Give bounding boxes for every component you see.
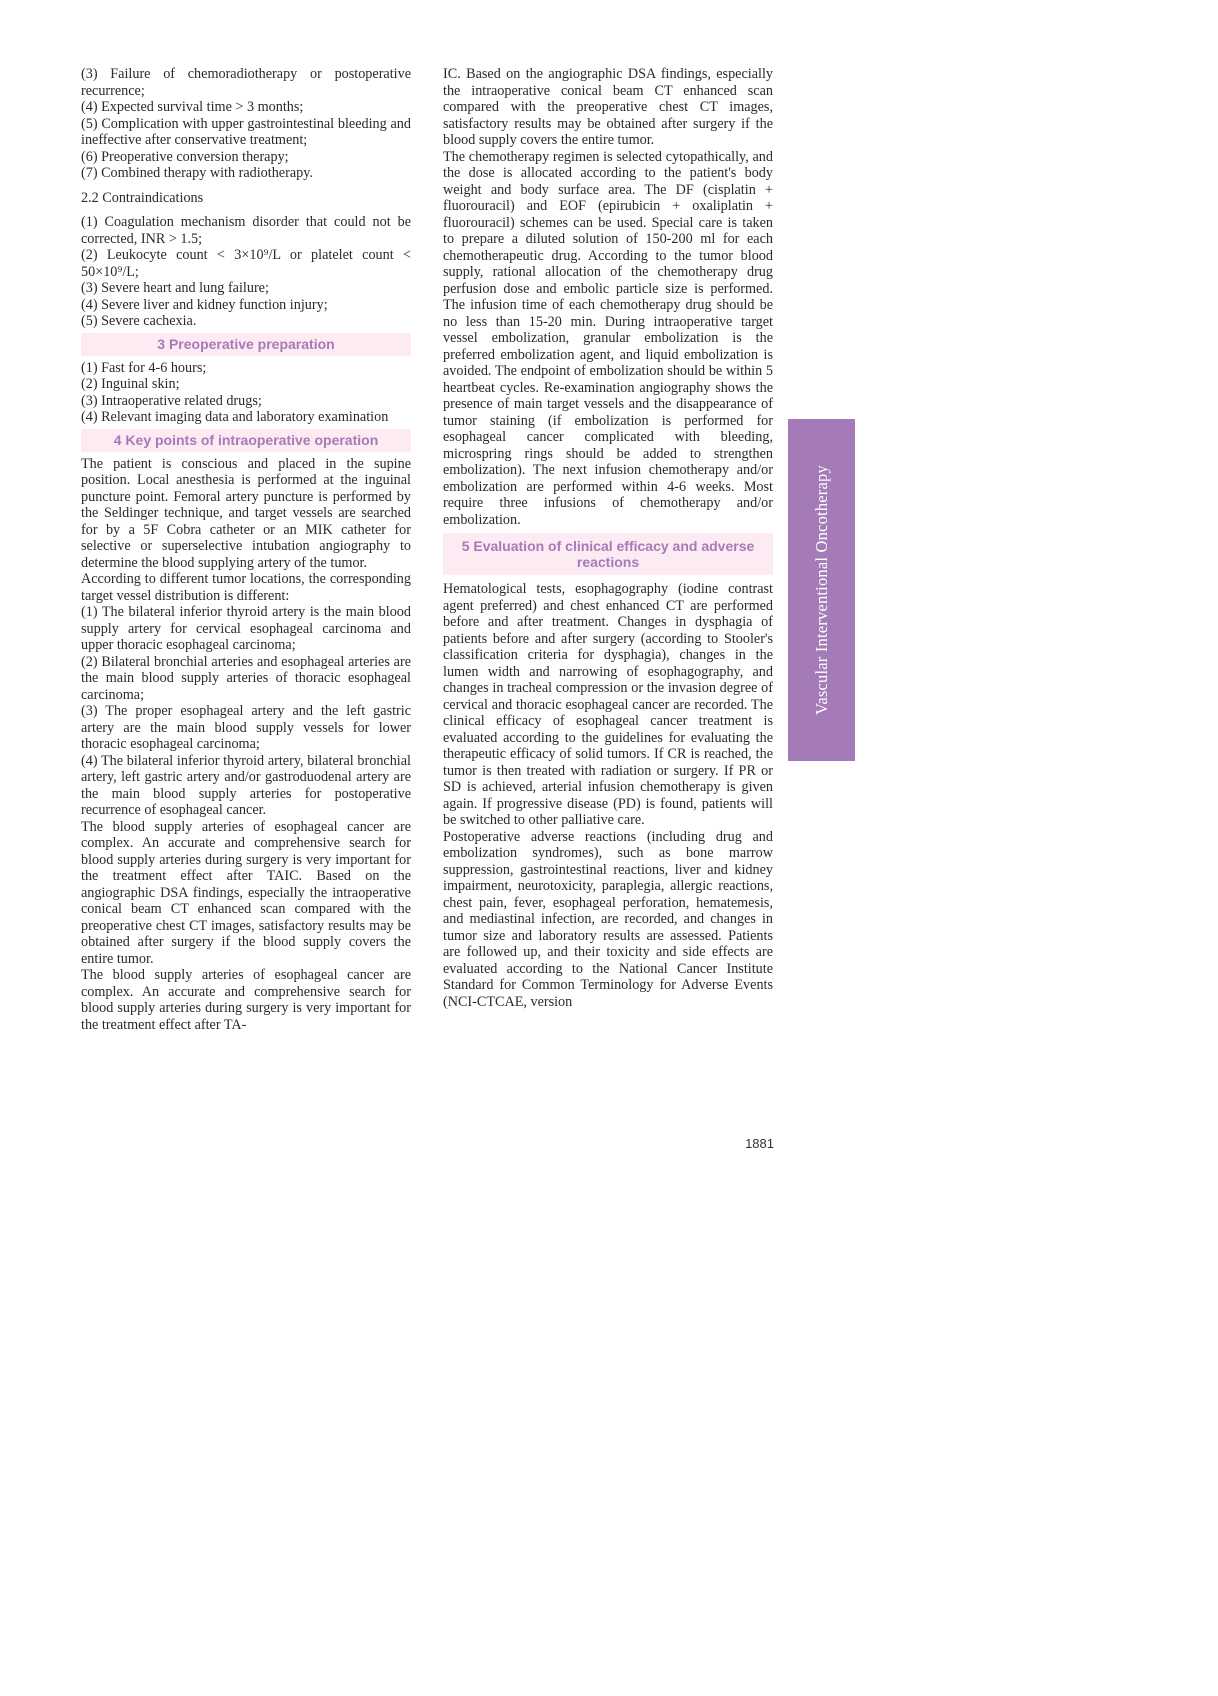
contraindications-title: 2.2 Contraindications	[81, 189, 204, 206]
section-heading-intraoperative: 4 Key points of intraoperative operation	[81, 429, 411, 452]
continued-paragraph: IC. Based on the angiographic DSA findings, especially the intraoperative conical beam CT enhanced scan compared with the preoperative chest CT images, satisfactory results may be obtained after surgery if the blood supply covers the entire tumor.	[443, 66, 773, 148]
operation-paragraph: The patient is conscious and placed in the supine position. Local anesthesia is performed at the inguinal puncture point. Femoral artery puncture is performed by the Seldinger technique, and target vessels are searched for by a 5F Cobra catheter or an MIK catheter for selective or superselective intubation angiography to determine the blood supplying artery of the tumor.	[81, 455, 411, 571]
right-column	[443, 66, 773, 1010]
indication-item: (5) Complication with upper gastrointestinal bleeding and ineffective after conservative treatment;	[81, 115, 411, 148]
indication-item: (3) Failure of chemoradiotherapy or postoperative recurrence;	[81, 66, 411, 99]
contraindication-item: (5) Severe cachexia.	[81, 313, 197, 329]
section-heading-evaluation: 5 Evaluation of clinical efficacy and adverse reactions	[443, 533, 773, 575]
operation-paragraph: The blood supply arteries of esophageal cancer are complex. An accurate and comprehensive search for blood supply arteries during surgery is very important for the treatment effect after TA-	[81, 967, 411, 1033]
left-column	[81, 66, 411, 1033]
section-heading-preoperative: 3 Preoperative preparation	[81, 333, 411, 356]
indication-item: (6) Preoperative conversion therapy;	[81, 148, 289, 165]
operation-paragraph: (2) Bilateral bronchial arteries and esophageal arteries are the main blood supply arteries of thoracic esophageal carcinoma;	[81, 653, 411, 703]
preparation-item: (1) Fast for 4-6 hours;	[81, 359, 207, 376]
contraindication-item: (4) Severe liver and kidney function injury;	[81, 296, 328, 313]
operation-paragraph: The blood supply arteries of esophageal cancer are complex. An accurate and comprehensive search for blood supply arteries during surgery is very important for the treatment effect after TAIC. Based on the angiographic DSA findings, especially the intraoperative conical beam CT enhanced scan compared with the preoperative chest CT images, satisfactory results may be obtained after surgery if the blood supply covers the entire tumor.	[81, 818, 411, 967]
preparation-item: (3) Intraoperative related drugs;	[81, 392, 262, 409]
chemotherapy-paragraph: The chemotherapy regimen is selected cytopathically, and the dose is allocated according to the patient's body weight and body surface area. The DF (cisplatin + fluorouracil) and EOF (epirubicin + oxaliplatin + fluorouracil) schemes can be used. Special care is taken to prepare a diluted solution of 150-200 ml for each chemotherapeutic drug. According to the tumor blood supply, rational allocation of the chemotherapy drug perfusion dose and embolic particle size is performed. The infusion time of each chemotherapy drug should be no less than 15-20 min. During intraoperative target vessel embolization, granular embolization is the preferred embolization agent, and liquid embolization is avoided. The endpoint of embolization should be within 5 heartbeat cycles. Re-examination angiography shows the presence of main target vessels and the disappearance of tumor staining (if embolization is performed for esophageal cancer complicated with bleeding, microspring rings should be added to strengthen embolization). The next infusion chemotherapy and/or embolization are performed within 4-6 weeks. Most require three infusions of chemotherapy and/or embolization.	[443, 148, 773, 528]
contraindication-item: (3) Severe heart and lung failure;	[81, 280, 269, 296]
operation-paragraph: According to different tumor locations, the corresponding target vessel distribution is different:	[81, 571, 411, 604]
operation-paragraph: (1) The bilateral inferior thyroid artery is the main blood supply artery for cervical esophageal carcinoma and upper thoracic esophageal carcinoma;	[81, 604, 411, 653]
journal-section-label: Vascular Interventional Oncotherapy	[811, 465, 831, 715]
evaluation-paragraph: Postoperative adverse reactions (including drug and embolization syndromes), such as bone marrow suppression, gastrointestinal reactions, liver and kidney impairment, neurotoxicity, paraplegia, allergic reactions, chest pain, fever, esophageal perforation, hematemesis, and mediastinal infection, are recorded, and changes in tumor size and laboratory results are assessed. Patients are followed up, and their toxicity and side effects are evaluated according to the National Cancer Institute Standard for Common Terminology for Adverse Events (NCI-CTCAE, version	[443, 828, 773, 1010]
contraindication-item: (2) Leukocyte count < 3×10⁹/L or platelet count < 50×10⁹/L;	[81, 247, 411, 280]
evaluation-paragraph: Hematological tests, esophagography (iodine contrast agent preferred) and chest enhanced CT are performed before and after treatment. Changes in dysphagia of patients before and after surgery (according to Stooler's classification criteria for dysphagia), changes in the lumen width and narrowing of esophagography, and changes in tracheal compression or the invasion degree of cervical and thoracic esophageal cancer are recorded. The clinical efficacy of esophageal cancer treatment is evaluated according to the guidelines for evaluating the therapeutic efficacy of solid tumors. If CR is reached, the tumor is then treated with radiation or surgery. If PR or SD is achieved, arterial infusion chemotherapy is given again. If progressive disease (PD) is found, patients will be switched to other palliative care.	[443, 581, 773, 828]
operation-paragraph: (4) The bilateral inferior thyroid artery, bilateral bronchial artery, left gastric artery and/or gastroduodenal artery are the main blood supply arteries for postoperative recurrence of esophageal cancer.	[81, 752, 411, 818]
indication-item: (4) Expected survival time > 3 months;	[81, 99, 304, 115]
preparation-item: (4) Relevant imaging data and laboratory examination	[81, 409, 389, 425]
page-number: 1881	[745, 1136, 774, 1151]
indication-item: (7) Combined therapy with radiotherapy.	[81, 165, 313, 181]
operation-paragraph: (3) The proper esophageal artery and the left gastric artery are the main blood supply vessels for lower thoracic esophageal carcinoma;	[81, 703, 411, 752]
preparation-item: (2) Inguinal skin;	[81, 376, 180, 392]
journal-section-tab	[788, 419, 855, 761]
contraindication-item: (1) Coagulation mechanism disorder that could not be corrected, INR > 1.5;	[81, 214, 411, 247]
